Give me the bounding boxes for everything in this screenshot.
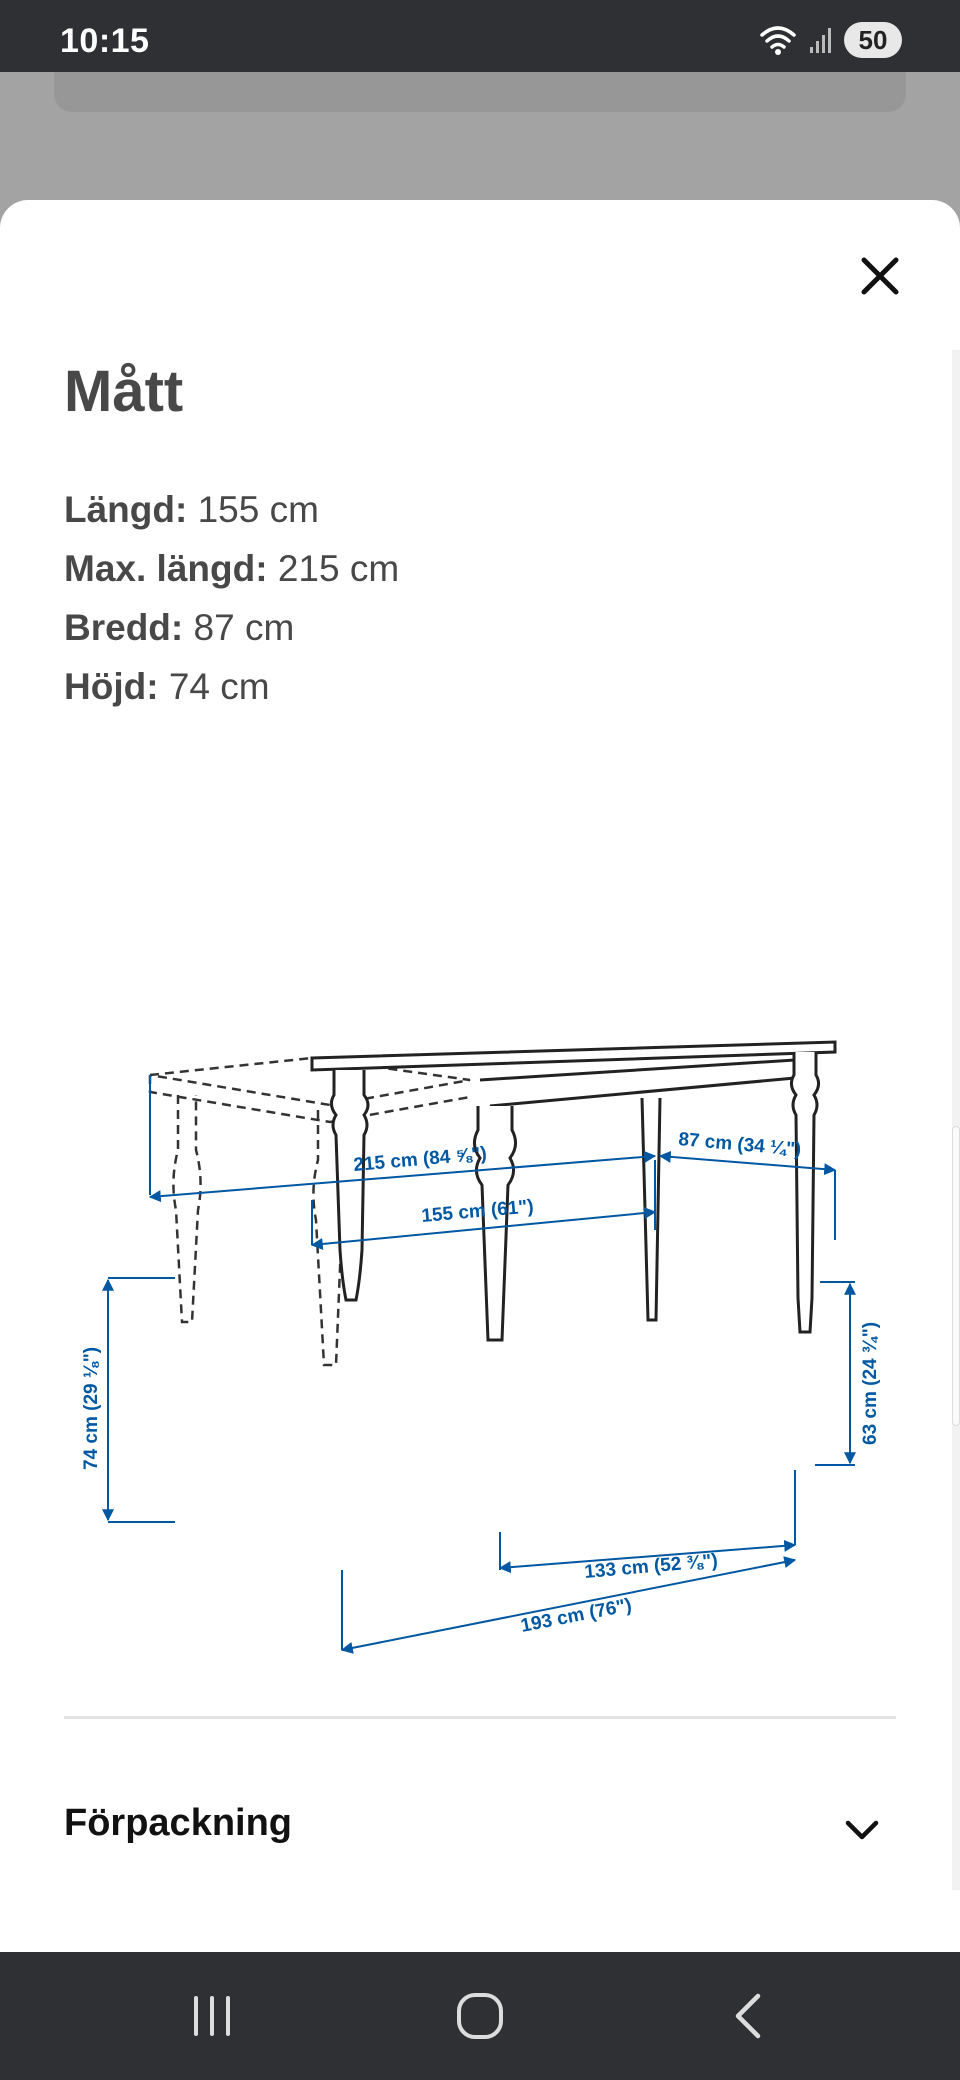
back-icon[interactable]: [720, 1986, 780, 2046]
status-time: 10:15: [60, 22, 150, 60]
spec-width: [64, 598, 399, 657]
spec-label: Max. längd:: [64, 548, 268, 589]
spec-label: Längd:: [64, 489, 188, 530]
dim-max-length: 215 cm (84 ⅝"): [352, 1143, 488, 1176]
background-card: [54, 72, 906, 112]
dim-outer-span: 193 cm (76"): [518, 1594, 634, 1637]
signal-icon: [808, 25, 834, 55]
dim-width: 87 cm (34 ¼"): [677, 1129, 803, 1161]
spec-value: 74 cm: [168, 666, 270, 707]
accordion-label: Förpackning: [64, 1802, 293, 1844]
status-bar: [0, 0, 960, 72]
wifi-icon: [758, 23, 798, 57]
spec-length: [64, 480, 399, 539]
sheet-title: Mått: [64, 359, 184, 424]
spec-value: 155 cm: [197, 489, 319, 530]
navigation-bar: [0, 1952, 960, 2080]
dimensions-sheet: [0, 200, 960, 1952]
dim-leg-clearance: 63 cm (24 ¾"): [860, 1321, 881, 1445]
home-icon[interactable]: [450, 1986, 510, 2046]
spec-label: Bredd:: [64, 607, 184, 648]
spec-height: [64, 657, 399, 716]
recent-apps-icon[interactable]: [182, 1986, 242, 2046]
chevron-down-icon: [842, 1810, 882, 1850]
battery-icon: [844, 22, 902, 58]
spec-list: [64, 480, 399, 716]
dim-length: 155 cm (61"): [420, 1196, 535, 1227]
spec-label: Höjd:: [64, 666, 159, 707]
section-divider: [64, 1716, 896, 1719]
packaging-accordion[interactable]: [64, 1780, 896, 1880]
spec-value: 87 cm: [193, 607, 295, 648]
battery-level: 50: [858, 24, 888, 55]
table-outline: [312, 1042, 835, 1340]
dim-inner-span: 133 cm (52 ⅜"): [583, 1550, 719, 1583]
table-dimension-diagram: [0, 880, 960, 1680]
spec-max-length: [64, 539, 399, 598]
close-icon[interactable]: [856, 252, 904, 300]
spec-value: 215 cm: [277, 548, 400, 589]
dim-height: 74 cm (29 ⅛"): [81, 1346, 102, 1470]
